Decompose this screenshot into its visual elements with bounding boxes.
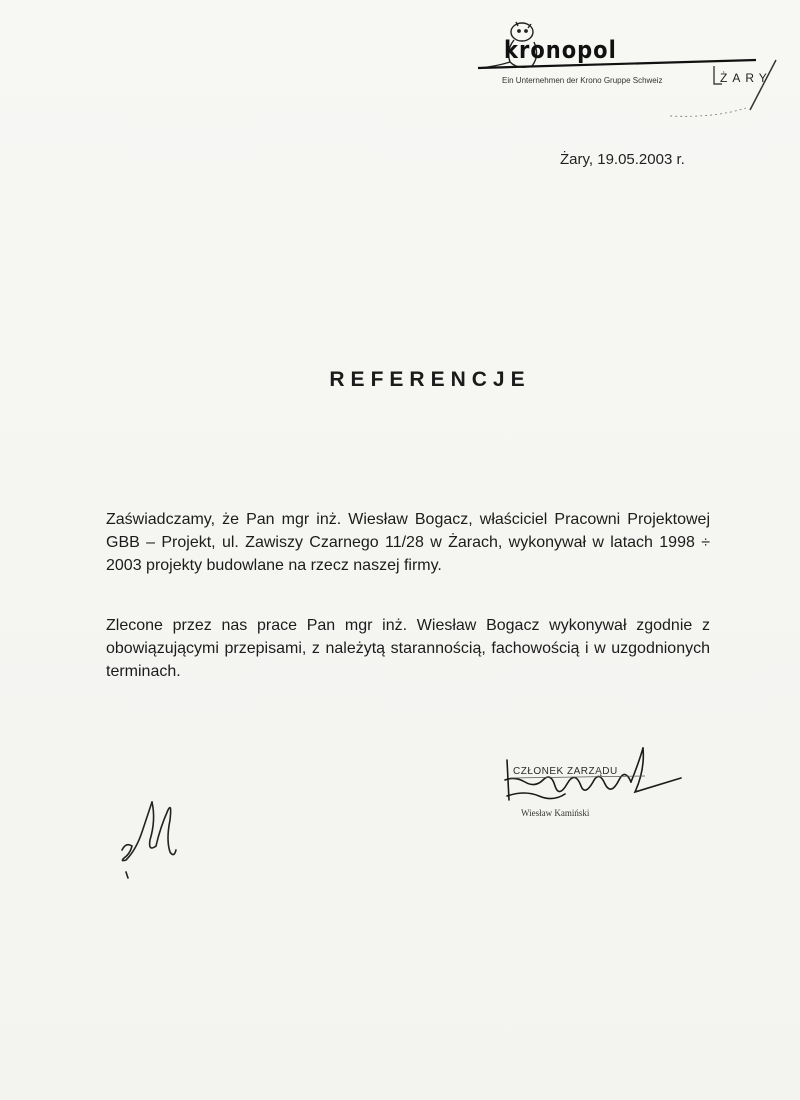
date-line: Żary, 19.05.2003 r. [560,151,685,168]
company-wordmark: kronopol [504,36,617,64]
signature-icon [112,780,202,880]
document-title: REFERENCJE [329,368,531,391]
handwritten-signature-left [112,780,202,880]
stamp-title: CZŁONEK ZARZĄDU [513,766,618,777]
stamp-signature-icon [495,740,695,840]
company-city: ŻARY [720,71,772,85]
company-letterhead [470,10,790,130]
company-stamp [495,740,695,840]
beaver-logo-icon [470,10,790,130]
body-paragraph: Zaświadczamy, że Pan mgr inż. Wiesław Bogacz, właściciel Pracowni Projektowej GBB – Projekt, ul. Zawiszy Czarnego 11/28 w Żarach, wykonywał w latach 1998 ÷ 2003 projekty budowlane na rzecz naszej firmy. [106,511,710,574]
stamp-name: Wiesław Kamiński [521,808,590,818]
body-paragraph: Zlecone przez nas prace Pan mgr inż. Wiesław Bogacz wykonywał zgodnie z obowiązującymi przepisami, z należytą starannością, fachowością i w uzgodnionych terminach. [106,617,710,680]
company-tagline: Ein Unternehmen der Krono Gruppe Schweiz [502,76,663,85]
